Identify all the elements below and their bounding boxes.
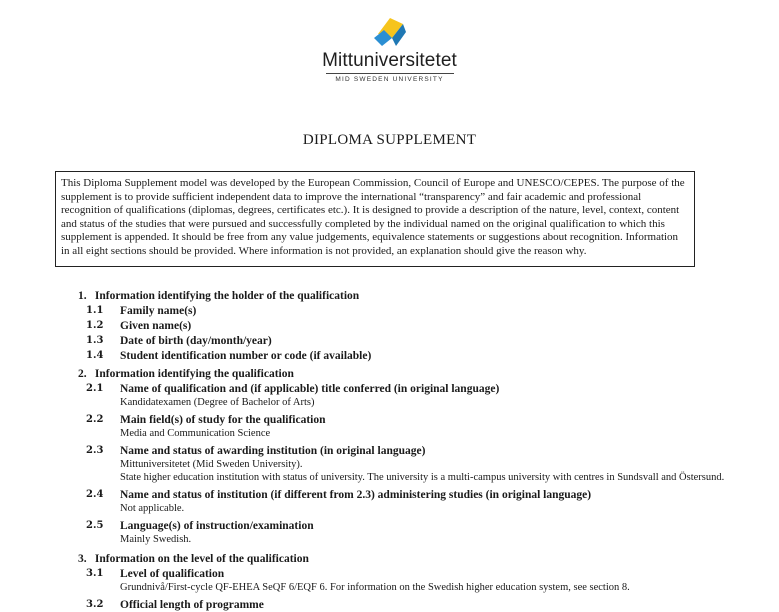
item-number: 1.3 bbox=[86, 335, 104, 346]
section-title: Information identifying the holder of the qualification bbox=[94, 290, 360, 302]
logo-divider bbox=[326, 73, 454, 83]
item-1-3 bbox=[78, 334, 738, 348]
item-value: Mittuniversitetet (Mid Sweden University). bbox=[120, 459, 303, 470]
section-number: 3. bbox=[78, 553, 87, 565]
item-number: 1.1 bbox=[86, 305, 104, 316]
section-2-heading bbox=[78, 367, 738, 381]
item-2-2 bbox=[78, 413, 738, 440]
item-label: Official length of programme bbox=[120, 599, 264, 611]
logo-name: Mittuniversitetet bbox=[322, 50, 457, 71]
item-2-4 bbox=[78, 488, 738, 515]
section-3-heading bbox=[78, 552, 738, 566]
item-number: 2.1 bbox=[86, 383, 104, 394]
item-number: 2.3 bbox=[86, 445, 104, 456]
item-label: Level of qualification bbox=[120, 568, 225, 580]
item-label: Date of birth (day/month/year) bbox=[120, 335, 272, 347]
sections bbox=[78, 289, 738, 612]
item-label: Family name(s) bbox=[120, 305, 197, 317]
intro-box: This Diploma Supplement model was developed by the European Commission, Council of Europe and UNESCO/CEPES. The purpose of the supplement is to provide sufficient independent data to improve the international “transparency” and fair academic and professional recognition of qualifications (diplomas, degrees, certificates etc.). It is designed to provide a description of the nature, level, context, content and status of the studies that were pursued and successfully completed by the individual named on the original qualification to which this supplement is appended. It should be free from any value judgements, equivalence statements or suggestions about recognition. Information in all eight sections should be provided. Where information is not provided, an explanation should give the reason why. bbox=[55, 171, 695, 267]
section-title: Information on the level of the qualification bbox=[94, 553, 309, 565]
item-number: 3.1 bbox=[86, 568, 104, 579]
item-number: 3.2 bbox=[86, 599, 104, 610]
item-label: Given name(s) bbox=[120, 320, 192, 332]
section-title: Information identifying the qualification bbox=[94, 368, 294, 380]
logo-subtitle: MID SWEDEN UNIVERSITY bbox=[335, 76, 444, 83]
item-number: 2.5 bbox=[86, 520, 104, 531]
item-value: Not applicable. bbox=[120, 503, 185, 514]
item-1-1 bbox=[78, 304, 738, 318]
section-number: 2. bbox=[78, 368, 87, 380]
document-title: DIPLOMA SUPPLEMENT bbox=[302, 132, 477, 148]
item-label: Language(s) of instruction/examination bbox=[120, 520, 314, 532]
item-value: Media and Communication Science bbox=[120, 428, 271, 439]
item-value: Kandidatexamen (Degree of Bachelor of Arts) bbox=[120, 397, 315, 408]
item-number: 1.2 bbox=[86, 320, 104, 331]
item-label: Main field(s) of study for the qualification bbox=[120, 414, 326, 426]
item-2-5 bbox=[78, 519, 738, 546]
item-label: Student identification number or code (if available) bbox=[120, 350, 372, 362]
section-number: 1. bbox=[78, 290, 87, 302]
item-3-2 bbox=[78, 598, 738, 612]
university-logo bbox=[0, 14, 779, 83]
item-number: 1.4 bbox=[86, 350, 104, 361]
item-1-4 bbox=[78, 349, 738, 363]
logo-mark-icon bbox=[370, 14, 410, 48]
section-1-heading bbox=[78, 289, 738, 303]
item-value: Grundnivå/First-cycle QF-EHEA SeQF 6/EQF 6. For information on the Swedish higher education system, see section 8. bbox=[120, 582, 630, 593]
item-label: Name and status of institution (if different from 2.3) administering studies (in original language) bbox=[120, 489, 592, 501]
item-2-3 bbox=[78, 444, 738, 484]
item-value-detail: State higher education institution with status of university. The university is a multi-campus university with centres in Sundsvall and Östersund. bbox=[120, 472, 725, 483]
item-label: Name of qualification and (if applicable) title conferred (in original language) bbox=[120, 383, 500, 395]
item-2-1 bbox=[78, 382, 738, 409]
item-1-2 bbox=[78, 319, 738, 333]
item-value: Mainly Swedish. bbox=[120, 534, 192, 545]
item-number: 2.2 bbox=[86, 414, 104, 425]
item-number: 2.4 bbox=[86, 489, 104, 500]
item-label: Name and status of awarding institution (in original language) bbox=[120, 445, 426, 457]
item-3-1 bbox=[78, 567, 738, 594]
